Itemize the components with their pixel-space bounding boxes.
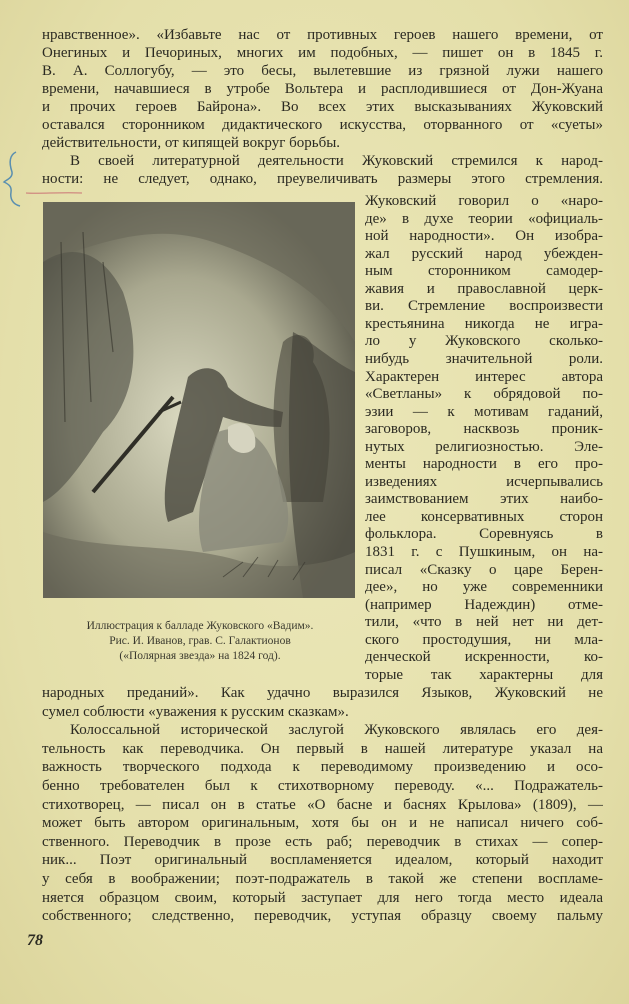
text-line: В своей литературной деятельности Жуковский стремился к народ-	[70, 153, 603, 169]
illustration-engraving	[43, 202, 355, 598]
caption-line: Иллюстрация к балладе Жуковского «Вадим».	[86, 620, 314, 632]
text-line: у себя в воображении; поэт-подражатель в такой же степени воспламе-	[42, 871, 603, 887]
caption-line: Рис. И. Иванов, грав. С. Галактионов	[109, 635, 291, 647]
text-line: нибудь значительной роли.	[365, 350, 603, 367]
text-line: эзии — к мотивам гаданий,	[365, 403, 603, 420]
text-line: ник... Поэт оригинальный воспламеняется идеалом, который находит	[42, 852, 603, 869]
page-number: 78	[27, 932, 43, 949]
text-line: Жуковский говорил о «наро-	[365, 193, 603, 209]
text-line: ло у Жуковского сколько-	[365, 333, 603, 350]
text-line: жавия и православной церк-	[365, 280, 603, 297]
text-line: ственного. Переводчик в прозе есть раб; переводчик в стихах — сопер-	[42, 833, 603, 850]
text-line: важность творческого подхода к переводимому произведению и осо-	[42, 759, 603, 776]
red-underline-mark	[26, 193, 82, 194]
text-line: ности: не следует, однако, преувеличивать размеры этого стремления.	[42, 171, 603, 187]
caption-line: («Полярная звезда» на 1824 год).	[119, 650, 281, 662]
text-line: нутых религиозностью. Эле-	[365, 438, 603, 455]
text-line: дее», но уже современники	[365, 579, 603, 596]
text-line: В. А. Соллогубу, — это бесы, вылетевшие из грязной лужи нашего	[42, 63, 603, 79]
text-line: денческой искренности, ко-	[365, 649, 603, 666]
text-line: крестьянина никогда не игра-	[365, 315, 603, 332]
text-line: писал «Сказку о царе Берен-	[365, 561, 603, 578]
text-line: и прочих героев Байрона». Во всех этих высказываниях Жуковский	[42, 99, 603, 115]
text-line: собственного; следственно, переводчик, уступая образцу своему пальму	[42, 908, 603, 925]
text-line: фольклора. Соревнуясь в	[365, 526, 603, 543]
text-line: тельность как переводчика. Он первый в нашей литературе указал на	[42, 740, 603, 757]
text-line: народных преданий». Как удачно выразился Языков, Жуковский не	[42, 685, 603, 701]
text-line: лее консервативных сторон	[365, 508, 603, 525]
text-line: ным сторонником самодер-	[365, 263, 603, 280]
text-line: оставался сторонником дидактического искусства, оторванного от «суеты»	[42, 117, 603, 133]
text-line: стихотворец, — писал он в статье «О басне и баснях Крылова» (1809), —	[42, 796, 603, 813]
text-line: бенно требователен был к стихотворному переводу. «... Подражатель-	[42, 778, 603, 794]
text-line: времени, начавшиеся в утробе Вольтера и расплодившиеся от Дон-Жуана	[42, 81, 603, 97]
text-line: ви. Стремление воспроизвести	[365, 298, 603, 315]
text-line: жал русский народ убежден-	[365, 245, 603, 262]
text-line: изведениях исчерпывались	[365, 473, 603, 490]
text-line: нравственное». «Избавьте нас от противных героев нашего времени, от	[42, 27, 603, 43]
text-line: тили, «что в ней нет ни дет-	[365, 614, 603, 631]
text-line: Характерен интерес автора	[365, 368, 603, 385]
text-line: Колоссальной исторической заслугой Жуковского являлась его дея-	[70, 722, 603, 739]
text-line: ной народности». Он изобра-	[365, 228, 603, 245]
text-line: 1831 г. с Пушкиным, он на-	[365, 544, 603, 560]
blue-bracket-mark	[4, 152, 20, 206]
text-line: действительности, от кипящей вокруг борьбы.	[42, 135, 341, 151]
text-line: может быть автором оригинальным, хотя бы он и не написал ничего соб-	[42, 815, 603, 832]
text-line: сумел соблюсти «уважения к русским сказкам».	[42, 703, 349, 720]
text-line: де» в духе теории «официаль-	[365, 210, 603, 227]
text-line: (например Надеждин) отме-	[365, 596, 603, 613]
text-line: заимствованием этих наибо-	[365, 491, 603, 508]
text-line: Онегиных и Печориных, многих им подобных, — пишет он в 1845 г.	[42, 45, 603, 61]
text-line: менты народности в его про-	[365, 456, 603, 473]
text-line: «Светланы» к обрядовой по-	[365, 386, 603, 403]
text-line: заговоров, насквозь проник-	[365, 421, 603, 438]
text-line: торые так характерны для	[365, 666, 603, 683]
text-line: ского простодушия, ни мла-	[365, 631, 603, 648]
text-line: няется образцом своим, который заступает для него тогда место идеала	[42, 889, 603, 906]
